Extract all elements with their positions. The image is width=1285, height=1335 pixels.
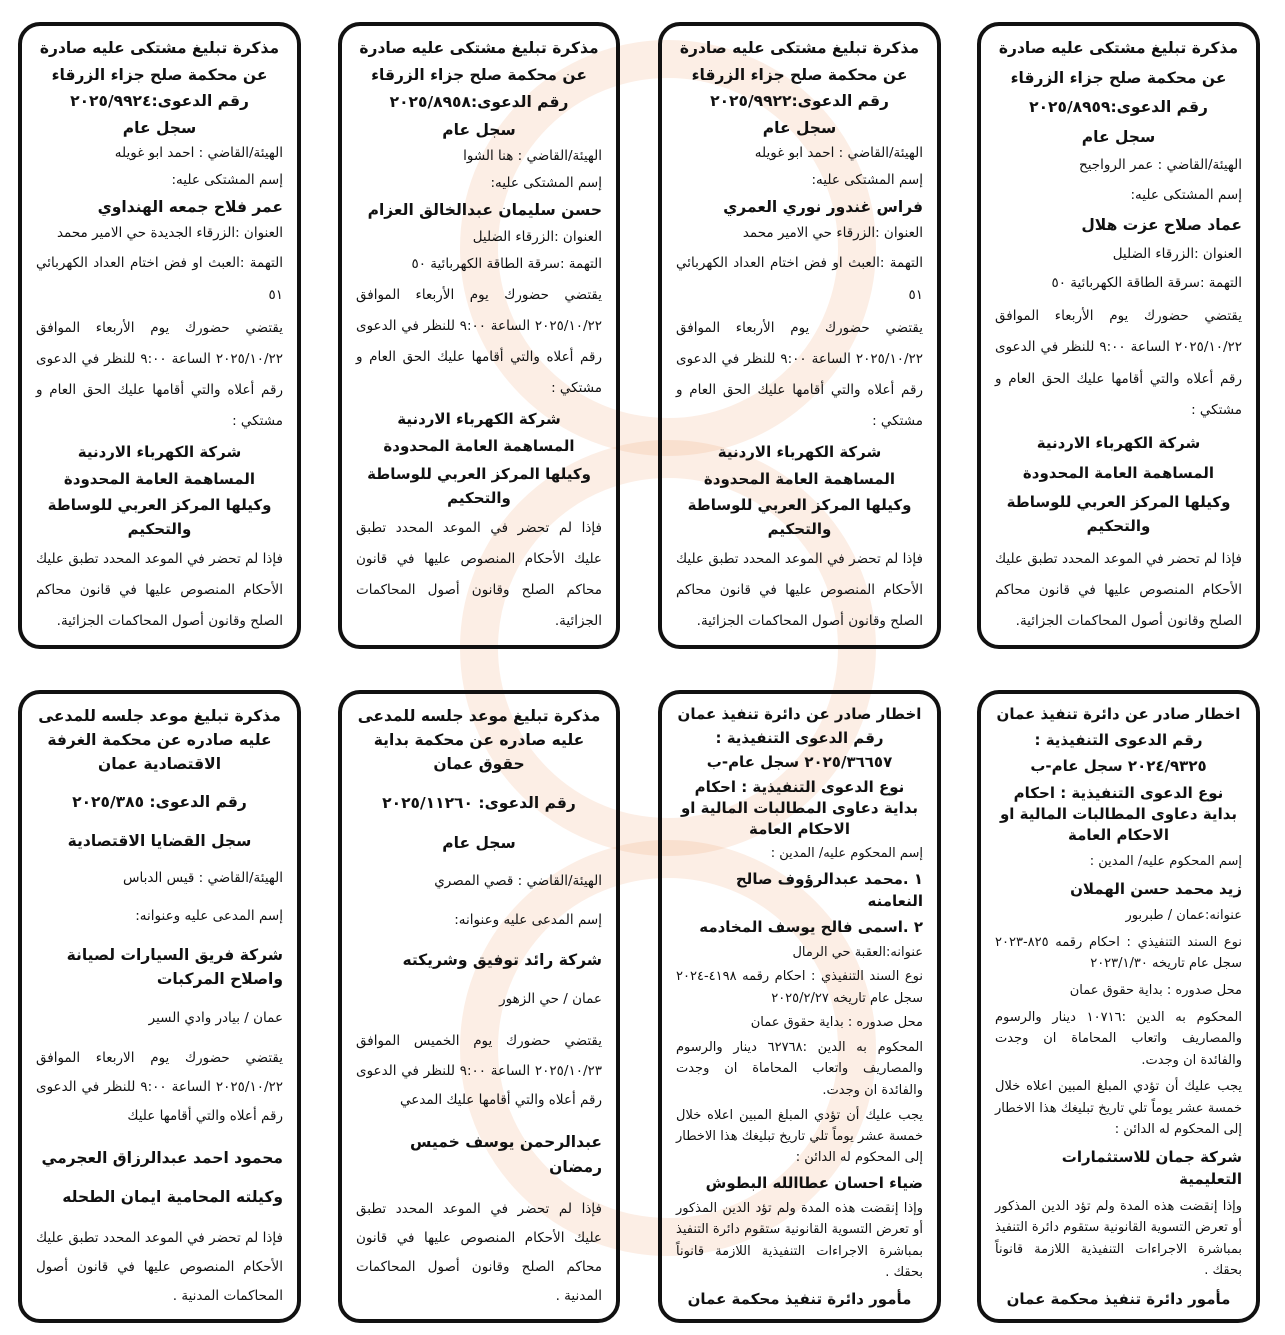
summons-notice-box bbox=[338, 22, 620, 649]
notice-heading: سجل عام bbox=[122, 118, 197, 137]
notice-text: إسم المشتكى عليه: bbox=[1130, 186, 1242, 203]
notice-heading: سجل عام bbox=[442, 120, 516, 139]
notice-text: التهمة :العبث او فض اختام العداد الكهربائي ٥١ bbox=[36, 255, 283, 303]
notice-bold-line: شركة جمان للاستثمارات التعليمية bbox=[1061, 1147, 1242, 1189]
notice-bold-line: وكيلها المركز العربي للوساطة والتحكيم bbox=[47, 496, 272, 539]
summons-notice-box bbox=[18, 22, 301, 649]
notice-bold-line: زيد محمد حسن الهملان bbox=[1070, 879, 1242, 898]
notice-heading: عن محكمة صلح جزاء الزرقاء bbox=[51, 65, 268, 84]
execution-notice-box bbox=[977, 690, 1260, 1323]
notice-bold-line: شركة فريق السيارات لصيانة واصلاح المركبات bbox=[66, 945, 283, 989]
notice-text: وإذا إنقضت هذه المدة ولم تؤد الدين المذكور أو تعرض التسوية القانونية ستقوم دائرة التنفيذ بمباشرة الاجراءات التنفيذية اللازمة قانوناً بحقك . bbox=[995, 1198, 1242, 1279]
notice-heading: سجل القضايا الاقتصادية bbox=[67, 831, 252, 850]
notice-text: العنوان :الزرقاء حي الامير محمد bbox=[742, 225, 923, 242]
notice-text: فإذا لم تحضر في الموعد المحدد تطبق عليك الأحكام المنصوص عليها في قانون محاكم الصلح وقانون أصول المحاكمات الجزائية. bbox=[356, 519, 602, 629]
notice-text: فإذا لم تحضر في الموعد المحدد تطبق عليك الأحكام المنصوص عليها في قانون أصول المحاكمات المدنية . bbox=[36, 1229, 283, 1304]
notice-bold-line: مأمور دائرة تنفيذ محكمة عمان bbox=[1006, 1289, 1231, 1308]
notice-text: عنوانه:العقبة حي الرمال bbox=[792, 944, 923, 960]
notice-text: محل صدوره : بداية حقوق عمان bbox=[1069, 983, 1242, 998]
summons-notice-box bbox=[977, 22, 1260, 649]
notice-text: يقتضي حضورك يوم الخميس الموافق ٢٠٢٥/١٠/٢٣ الساعة ٩:٠٠ للنظر في الدعوى رقم أعلاه والتي أقامها عليك المدعي bbox=[356, 1033, 602, 1108]
notice-bold-line: حسن سليمان عبدالخالق العزام bbox=[367, 201, 602, 220]
notice-bold-line: شركة الكهرباء الاردنية bbox=[1036, 434, 1201, 453]
notice-heading: رقم الدعوى: ٢٠٢٥/١١٢٦٠ bbox=[382, 794, 576, 813]
notice-text: يقتضي حضورك يوم الأربعاء الموافق ٢٠٢٥/١٠/٢٢ الساعة ٩:٠٠ للنظر في الدعوى رقم أعلاه والتي أقامها عليك الحق العام و مشتكي : bbox=[36, 320, 283, 430]
summons-notice-box bbox=[658, 22, 941, 649]
notice-bold-line: ١ .محمد عبدالرؤوف صالح النعامنه bbox=[735, 869, 923, 911]
notice-heading: سجل عام bbox=[1081, 127, 1156, 146]
notice-bold-line: شركة الكهرباء الاردنية bbox=[77, 442, 242, 461]
notice-text: يجب عليك أن تؤدي المبلغ المبين اعلاه خلال خمسة عشر يوماً تلي تاريخ تبليغك هذا الاخطار إلى المحكوم له الدائن : bbox=[995, 1079, 1242, 1138]
notice-heading: سجل عام bbox=[442, 833, 516, 852]
notice-text: الهيئة/القاضي : قصي المصري bbox=[434, 873, 602, 890]
notice-bold-line: وكيلها المركز العربي للوساطة والتحكيم bbox=[1006, 493, 1231, 536]
notice-text: محل صدوره : بداية حقوق عمان bbox=[750, 1015, 923, 1031]
notice-text: يجب عليك أن تؤدي المبلغ المبين اعلاه خلال خمسة عشر يوماً تلي تاريخ تبليغك هذا الاخطار إلى المحكوم له الدائن : bbox=[676, 1107, 923, 1166]
notice-text: الهيئة/القاضي : قيس الدباس bbox=[122, 869, 283, 886]
notice-heading: اخطار صادر عن دائرة تنفيذ عمان bbox=[996, 705, 1241, 723]
notice-bold-line: عماد صلاح عزت هلال bbox=[1081, 215, 1242, 234]
notice-heading: عن محكمة صلح جزاء الزرقاء bbox=[1010, 68, 1227, 87]
notice-heading: مذكرة تبليغ مشتكى عليه صادرة bbox=[359, 39, 599, 57]
notice-text: إسم المدعى عليه وعنوانه: bbox=[454, 912, 602, 929]
notice-text: يقتضي حضورك يوم الأربعاء الموافق ٢٠٢٥/١٠/٢٢ الساعة ٩:٠٠ للنظر في الدعوى رقم أعلاه والتي أقامها عليك الحق العام و مشتكي : bbox=[356, 286, 602, 397]
notice-text: إسم المشتكى عليه: bbox=[171, 171, 283, 188]
notice-heading: مذكرة تبليغ مشتكى عليه صادرة bbox=[998, 39, 1239, 57]
notice-text: عمان / حي الزهور bbox=[499, 991, 602, 1008]
notice-bold-line: مأمور دائرة تنفيذ محكمة عمان bbox=[687, 1289, 912, 1308]
notice-text: فإذا لم تحضر في الموعد المحدد تطبق عليك الأحكام المنصوص عليها في قانون محاكم الصلح وقانون أصول المحاكمات الجزائية. bbox=[995, 550, 1242, 629]
notice-bold-line: شركة الكهرباء الاردنية bbox=[717, 442, 882, 461]
notice-bold-line: المساهمة العامة المحدودة bbox=[383, 437, 575, 456]
notice-heading: رقم الدعوى:٢٠٢٥/٩٩٢٢ bbox=[710, 92, 889, 111]
notice-bold-line: ٢ .اسمى فالح يوسف المخادمه bbox=[699, 917, 923, 936]
notice-bold-line: ضياء احسان عطاالله البطوش bbox=[705, 1174, 923, 1193]
notice-heading: مذكرة تبليغ موعد جلسه للمدعى عليه صادره عن محكمة بداية حقوق عمان bbox=[357, 707, 601, 774]
notice-text: الهيئة/القاضي : احمد ابو غويله bbox=[114, 145, 283, 162]
notice-bold-line: عبدالرحمن يوسف خميس رمضان bbox=[410, 1132, 602, 1176]
notice-text: إسم المدعى عليه وعنوانه: bbox=[135, 907, 283, 924]
notice-heading: مذكرة تبليغ مشتكى عليه صادرة bbox=[679, 39, 920, 57]
notice-text: عمان / بيادر وادي السير bbox=[148, 1009, 283, 1026]
notice-bold-line: عمر فلاح جمعه الهنداوي bbox=[97, 197, 283, 216]
notice-text: فإذا لم تحضر في الموعد المحدد تطبق عليك الأحكام المنصوص عليها في قانون محاكم الصلح وقانون أصول المحاكمات الجزائية. bbox=[36, 550, 283, 629]
notice-text: العنوان :الزرقاء الجديدة حي الامير محمد bbox=[56, 225, 283, 242]
notice-heading: مذكرة تبليغ موعد جلسه للمدعى عليه صادره عن محكمة الغرفة الاقتصادية عمان bbox=[38, 707, 281, 774]
notice-text: التهمة :سرقة الطاقة الكهربائية ٥٠ bbox=[1051, 275, 1242, 292]
notice-bold-line: المساهمة العامة المحدودة bbox=[63, 469, 256, 488]
notice-text: إسم المحكوم عليه/ المدين : bbox=[770, 845, 923, 861]
notice-text: نوع السند التنفيذي : احكام رقمه ٤١٩٨-٢٠٢٤ سجل عام تاريخه ٢٠٢٥/٢/٢٧ bbox=[676, 969, 923, 1006]
notice-heading: ٢٠٢٥/٣٦٦٥٧ سجل عام-ب bbox=[706, 753, 893, 772]
notice-text: إسم المحكوم عليه/ المدين : bbox=[1089, 853, 1242, 869]
notice-text: عنوانه:عمان / طبربور bbox=[1125, 908, 1242, 924]
notice-text: يقتضي حضورك يوم الاربعاء الموافق ٢٠٢٥/١٠/٢٢ الساعة ٩:٠٠ للنظر في الدعوى رقم أعلاه والتي أقامها عليك bbox=[36, 1050, 283, 1125]
notice-text: التهمة :العبث او فض اختام العداد الكهربائي ٥١ bbox=[676, 255, 923, 303]
execution-notice-box bbox=[658, 690, 941, 1323]
notice-heading: عن محكمة صلح جزاء الزرقاء bbox=[371, 66, 587, 85]
notice-text: فإذا لم تحضر في الموعد المحدد تطبق عليك الأحكام المنصوص عليها في قانون محاكم الصلح وقانون أصول المحاكمات المدنية . bbox=[356, 1200, 602, 1304]
notice-bold-line: فراس غندور نوري العمري bbox=[723, 197, 923, 216]
notice-bold-line: شركة رائد توفيق وشريكته bbox=[402, 951, 602, 970]
notice-bold-line: المساهمة العامة المحدودة bbox=[703, 469, 896, 488]
notice-bold-line: وكيلها المركز العربي للوساطة والتحكيم bbox=[367, 464, 591, 507]
notice-text: يقتضي حضورك يوم الأربعاء الموافق ٢٠٢٥/١٠/٢٢ الساعة ٩:٠٠ للنظر في الدعوى رقم أعلاه والتي أقامها عليك الحق العام و مشتكي : bbox=[995, 308, 1242, 418]
notice-text: الهيئة/القاضي : هنا الشوا bbox=[463, 147, 602, 164]
notice-heading: مذكرة تبليغ مشتكى عليه صادرة bbox=[39, 39, 280, 57]
notice-text: العنوان :الزرقاء الضليل bbox=[1112, 246, 1242, 263]
notice-heading: سجل عام bbox=[762, 118, 837, 137]
notice-heading: نوع الدعوى التنفيذية : احكام بداية دعاوى المطالبات المالية او الاحكام العامة bbox=[999, 783, 1238, 844]
summons-notice-box bbox=[338, 690, 620, 1323]
notice-heading: رقم الدعوى التنفيذية : bbox=[715, 729, 884, 748]
notice-text: إسم المشتكى عليه: bbox=[490, 174, 602, 191]
notice-bold-line: وكيلها المركز العربي للوساطة والتحكيم bbox=[687, 496, 912, 539]
notice-heading: ٢٠٢٤/٩٣٢٥ سجل عام-ب bbox=[1030, 757, 1207, 776]
notice-heading: رقم الدعوى:٢٠٢٥/٨٩٥٩ bbox=[1029, 98, 1208, 117]
notice-text: إسم المشتكى عليه: bbox=[811, 171, 923, 188]
notice-text: نوع السند التنفيذي : احكام رقمه ٨٢٥-٢٠٢٣ سجل عام تاريخه ٢٠٢٣/١/٣٠ bbox=[995, 934, 1242, 972]
notice-text: العنوان :الزرقاء الضليل bbox=[472, 229, 602, 246]
summons-notice-box bbox=[18, 690, 301, 1323]
notice-text: فإذا لم تحضر في الموعد المحدد تطبق عليك الأحكام المنصوص عليها في قانون محاكم الصلح وقانون أصول المحاكمات الجزائية. bbox=[676, 550, 923, 629]
notice-text: المحكوم به الدين :٦٢٧٦٨ دينار والرسوم والمصاريف واتعاب المحاماة ان وجدت والفائدة ان وجدت. bbox=[676, 1040, 924, 1098]
notice-heading: اخطار صادر عن دائرة تنفيذ عمان bbox=[677, 705, 922, 723]
notice-text: المحكوم به الدين :١٠٧١٦ دينار والرسوم والمصاريف واتعاب المحاماة ان وجدت والفائدة ان وجدت. bbox=[995, 1009, 1243, 1068]
notice-heading: رقم الدعوى التنفيذية : bbox=[1034, 731, 1203, 750]
notice-heading: رقم الدعوى: ٢٠٢٥/٣٨٥ bbox=[72, 793, 247, 812]
notice-heading: رقم الدعوى:٢٠٢٥/٩٩٢٤ bbox=[70, 92, 249, 111]
notice-heading: نوع الدعوى التنفيذية : احكام بداية دعاوى المطالبات المالية او الاحكام العامة bbox=[680, 777, 919, 838]
notice-bold-line: المساهمة العامة المحدودة bbox=[1022, 463, 1215, 482]
notice-heading: رقم الدعوى:٢٠٢٥/٨٩٥٨ bbox=[389, 93, 569, 112]
notice-text: الهيئة/القاضي : احمد ابو غويله bbox=[754, 145, 923, 162]
notice-bold-line: وكيلته المحامية ايمان الطحله bbox=[62, 1187, 283, 1206]
notice-bold-line: شركة الكهرباء الاردنية bbox=[397, 410, 561, 429]
notice-text: وإذا إنقضت هذه المدة ولم تؤد الدين المذكور أو تعرض التسوية القانونية ستقوم دائرة التنفيذ بمباشرة الاجراءات التنفيذية اللازمة قانوناً بحقك . bbox=[676, 1200, 923, 1281]
notice-bold-line: محمود احمد عبدالرزاق العجرمي bbox=[41, 1148, 283, 1167]
notice-text: يقتضي حضورك يوم الأربعاء الموافق ٢٠٢٥/١٠/٢٢ الساعة ٩:٠٠ للنظر في الدعوى رقم أعلاه والتي أقامها عليك الحق العام و مشتكي : bbox=[676, 320, 923, 430]
notice-text: التهمة :سرقة الطاقة الكهربائية ٥٠ bbox=[411, 256, 602, 273]
notice-text: الهيئة/القاضي : عمر الرواجيح bbox=[1079, 157, 1242, 174]
notice-heading: عن محكمة صلح جزاء الزرقاء bbox=[691, 65, 908, 84]
